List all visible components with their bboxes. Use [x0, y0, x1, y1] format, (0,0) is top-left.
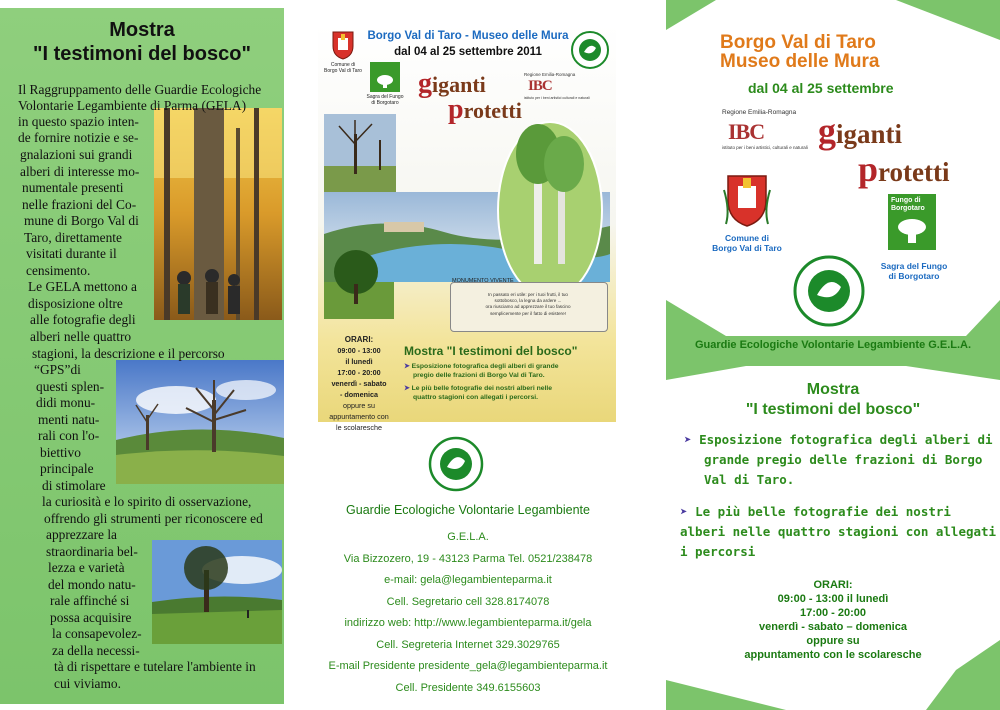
p1-line: questi splen- [36, 379, 105, 394]
contact-line: G.E.L.A. [447, 531, 489, 543]
p1-line: Volontarie Legambiente di Parma (GELA) [18, 98, 247, 113]
p1-line: lezza e varietà [48, 560, 125, 575]
poster-orari-line: - domenica [340, 390, 378, 399]
p1-line: za della necessi- [52, 643, 140, 658]
poster-comune-caption: Borgo Val di Taro [324, 68, 362, 74]
p1-line: alberi di interesse mo- [20, 164, 140, 179]
poster-orari-line: venerdì - sabato [331, 379, 387, 388]
contact-line: Cell. Presidente 349.6155603 [395, 681, 541, 694]
poster-giganti-rest: iganti [432, 72, 486, 97]
photo-winter-tree [116, 360, 284, 484]
gela-seal-icon [428, 436, 484, 492]
p1-line: “GPS”di [34, 362, 81, 377]
p1-line: cui viviamo. [54, 676, 121, 691]
poster-bullets [404, 362, 559, 402]
p1-line: rali con l'o- [38, 428, 100, 443]
mushroom-icon [888, 213, 936, 249]
p1-line: possa acquisire [50, 610, 132, 625]
poster-mostra: Mostra "I testimoni del bosco" [404, 344, 578, 358]
left-panel [0, 8, 284, 704]
sagra-caption: di Borgotaro [888, 271, 940, 281]
p1-line: la curiosità e lo spirito di osservazione, [42, 494, 252, 509]
sagra-fungo-logo-icon [370, 62, 400, 92]
panel3-dates: dal 04 al 25 settembre [748, 80, 894, 96]
poster-orari-line: 17:00 - 20:00 [337, 368, 381, 377]
panel1-title [0, 18, 284, 66]
poster-ibc-region: Regione Emilia-Romagna [524, 72, 576, 77]
bullet-arrow-icon: ➤ [680, 504, 696, 519]
photo-autumn-forest [154, 108, 282, 320]
p1-line: censimento. [26, 263, 91, 278]
ibc-region: Regione Emilia-Romagna [722, 109, 797, 116]
panel3-orari-line: 17:00 - 20:00 [799, 607, 867, 619]
contact-line: Cell. Segretario cell 328.8174078 [386, 595, 550, 608]
p1-line: straordinaria bel- [46, 544, 138, 559]
panel3-bullet-text: alberi nelle quattro stagioni con allegati [680, 524, 997, 539]
p1-line: didi monu- [36, 395, 96, 410]
panel3-protetti [858, 148, 950, 190]
panel3-orari-line: ORARI: [813, 579, 853, 591]
poster-title: Borgo Val di Taro - Museo delle Mura [367, 30, 569, 42]
panel3-orari-line: 09:00 - 13:00 il lunedì [777, 593, 889, 605]
panel3-giganti-g: g [818, 111, 836, 151]
comune-caption: Borgo Val di Taro [712, 243, 782, 253]
p1-line: Le GELA mettono a [28, 279, 137, 294]
contact-email[interactable]: E-mail Presidente presidente_gela@legambienteparma.it [328, 660, 608, 672]
poster-orari-line: le scolaresche [336, 423, 382, 432]
fungo-logo [888, 194, 936, 250]
p1-line: apprezzare la [46, 527, 117, 542]
p1-line: mune di Borgo Val di [24, 213, 139, 228]
gela-seal-icon [792, 254, 866, 328]
photo-single-tree [152, 540, 282, 644]
fungo-logo-text: Fungo di [891, 197, 921, 204]
poster-monumento-text: sottobosco, la legna da ardere ... [494, 298, 562, 304]
p1-line: menti natu- [38, 412, 100, 427]
panel3-orari [666, 578, 1000, 662]
p1-line: rale affinché si [50, 593, 130, 608]
contact-website[interactable]: indirizzo web: http://www.legambienteparma.it/gela [344, 617, 592, 629]
panel3-protetti-p: p [858, 149, 879, 189]
poster-bullet-text: pregio delle frazioni di Borgo Val di Taro. [413, 372, 545, 379]
poster-orari-line: 09:00 - 13:00 [337, 346, 381, 355]
panel1-title-line1: Mostra [109, 19, 175, 41]
poster-monumento-text: ora riusciamo ad apprezzare il tuo fascino [485, 304, 571, 310]
contact-email[interactable]: e-mail: gela@legambienteparma.it [384, 574, 552, 586]
sagra-caption: Sagra del Fungo [880, 261, 948, 271]
poster-monumento-text: In passato eri utile: per i tuoi frutti, il tuo [488, 292, 568, 297]
p1-line: de fornire notizie e se- [18, 130, 139, 145]
panel3-bullets [680, 430, 997, 562]
panel3-orari-line: oppure su [806, 635, 860, 647]
contacts-block [316, 527, 620, 699]
poster-orari-line: oppure su [343, 401, 375, 410]
panel3-orari-line: appuntamento con le scolaresche [744, 649, 922, 661]
panel3-mostra-subtitle: "I testimoni del bosco" [745, 401, 921, 418]
panel3-mostra-title: Mostra [806, 381, 860, 398]
p1-line: offrendo gli strumenti per riconoscere ed [44, 511, 263, 526]
poster-giganti-g: g [418, 68, 432, 99]
panel3-giganti-rest: iganti [836, 119, 903, 149]
p1-line: biettivo [40, 445, 81, 460]
p1-line: gnalazioni sui grandi [20, 147, 133, 162]
org-name: Guardie Ecologiche Volontarie Legambiente [346, 503, 590, 517]
poster-protetti-rest: rotetti [463, 98, 522, 123]
poster-panel [318, 24, 616, 432]
p1-line: in questo spazio inten- [18, 114, 139, 129]
bullet-arrow-icon: ➤ [404, 363, 412, 370]
poster-sagra-caption: Sagra del Fungo [366, 94, 404, 100]
ibc-sub: istituto per i beni artistici, culturali e naturali [722, 145, 808, 150]
panel3-orari-line: venerdì - sabato – domenica [759, 621, 907, 633]
panel3-giganti [818, 110, 902, 152]
gela-seal-icon [570, 30, 610, 70]
p1-line: alle fotografie degli [30, 312, 136, 327]
p1-line: visitati durante il [26, 246, 117, 261]
poster-orari-line: il lunedì [345, 357, 373, 366]
p1-line: disposizione oltre [28, 296, 123, 311]
poster-comune-caption: Comune di [330, 62, 356, 68]
bullet-arrow-icon: ➤ [684, 432, 700, 447]
panel3-bullet-text: Le più belle fotografie dei nostri [695, 504, 951, 519]
panel3-bullet-text: grande pregio delle frazioni di Borgo [704, 452, 983, 467]
panel3-title-line2: Museo delle Mura [720, 51, 880, 72]
comune-crest-icon [330, 30, 356, 60]
p1-line: principale [40, 461, 94, 476]
fungo-logo-text: Borgotaro [891, 205, 925, 212]
poster-orari-line: appuntamento con [329, 412, 389, 421]
poster-ibc-sub: istituto per i beni artistici culturali e naturali [524, 96, 590, 100]
poster-monumento-title: MONUMENTO VIVENTE [452, 278, 514, 284]
panel3-bullet-text: i percorsi [680, 544, 756, 559]
poster-sagra-caption: di Borgotaro [371, 100, 399, 106]
p1-line: alberi nelle quattro [30, 329, 132, 344]
panel3-bullet-text: Esposizione fotografica degli alberi di [699, 432, 993, 447]
panel3-title-line1: Borgo Val di Taro [720, 32, 876, 53]
bullet-arrow-icon: ➤ [404, 385, 412, 392]
poster-ibc-logo: IBC [528, 78, 552, 94]
poster-dates: dal 04 al 25 settembre 2011 [394, 46, 542, 58]
poster-monumento-text: semplicemente per il fatto di esistere! [490, 310, 566, 316]
panel1-title-line2: "I testimoni del bosco" [33, 43, 251, 65]
poster-protetti-p: p [448, 94, 464, 125]
poster-bullet-text: Esposizione fotografica degli alberi di grande [411, 363, 559, 370]
poster-bullet-text: Le più belle fotografie dei nostri alberi nelle [411, 385, 553, 392]
p1-line: Il Raggruppamento delle Guardie Ecologiche [18, 82, 262, 97]
contact-line: Cell. Segreteria Internet 329.3029765 [376, 638, 560, 651]
contact-line: Via Bizzozero, 19 - 43123 Parma Tel. 0521/238478 [343, 552, 593, 565]
panel3-protetti-rest: rotetti [878, 157, 950, 187]
p1-line: nelle frazioni del Co- [22, 197, 137, 212]
poster-bullet-text: quattro stagioni con allegati i percorsi. [413, 394, 539, 401]
p1-line: stagioni, la descrizione e il percorso [32, 346, 225, 361]
ibc-logo: IBC [728, 119, 765, 144]
comune-crest-icon [722, 170, 772, 228]
p1-line: tà di rispettare e tutelare l'ambiente in [54, 659, 256, 674]
p1-line: la consapevolez- [52, 626, 142, 641]
p1-line: del mondo natu- [48, 577, 136, 592]
p1-line: numentale presenti [22, 180, 124, 195]
p1-line: di stimolare [42, 478, 106, 493]
panel3-bullet-text: Val di Taro. [704, 472, 795, 487]
poster-orari-title: ORARI: [344, 335, 374, 344]
p1-line: Taro, direttamente [24, 230, 122, 245]
comune-caption: Comune di [725, 233, 769, 243]
gela-footer: Guardie Ecologiche Volontarie Legambiente G.E.L.A. [694, 339, 972, 351]
